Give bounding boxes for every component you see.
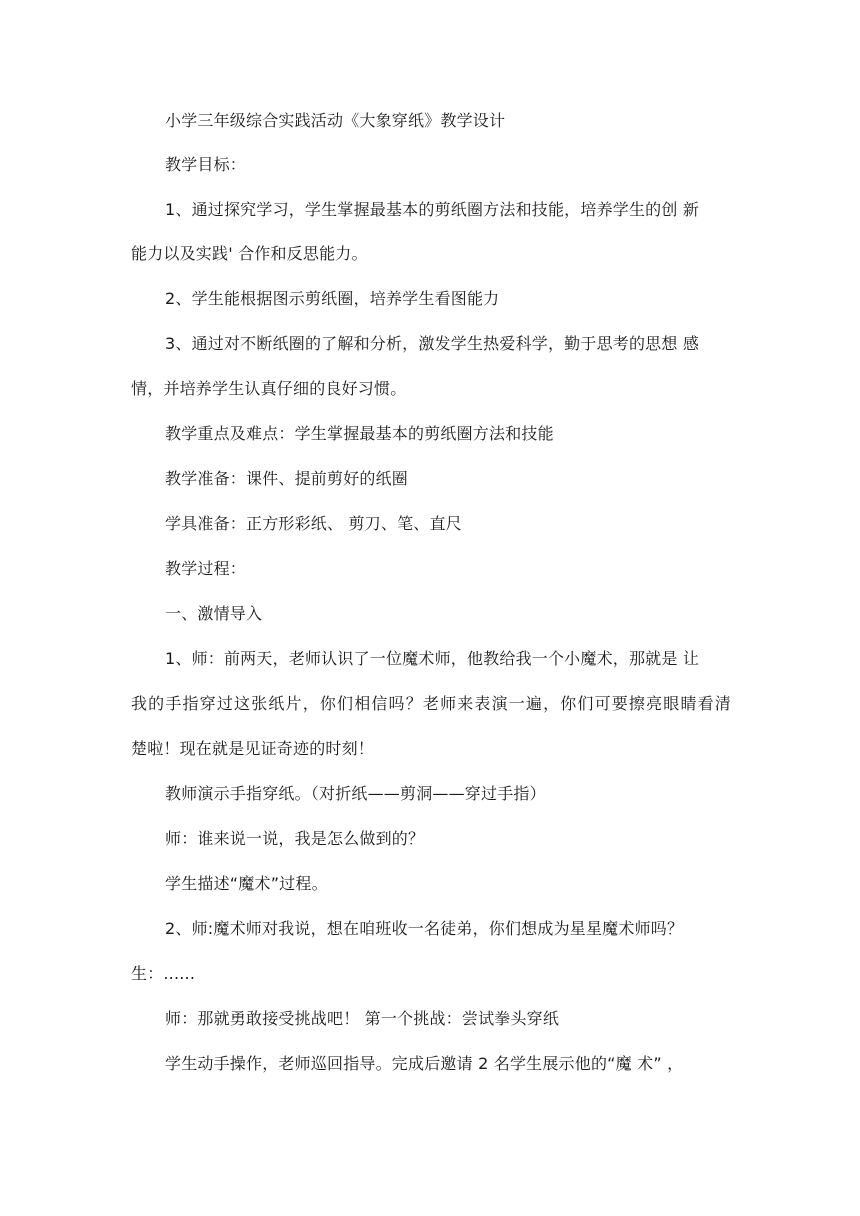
section-1-heading: 一、激情导入 xyxy=(165,604,263,623)
goal-1-line-2: 能力以及实践' 合作和反思能力。 xyxy=(131,244,368,263)
student-prep: 学具准备：正方形彩纸、 剪刀、笔、直尺 xyxy=(165,514,462,533)
paragraph-1-line-1: 1、师：前两天，老师认识了一位魔术师，他教给我一个小魔术，那就是 让 xyxy=(165,649,700,668)
demo-text: 教师演示手指穿纸。（对折纸——剪洞——穿过手指） xyxy=(165,784,546,803)
key-points: 教学重点及难点：学生掌握最基本的剪纸圈方法和技能 xyxy=(165,424,554,443)
goal-1-line-1: 1、通过探究学习，学生掌握最基本的剪纸圈方法和技能，培养学生的创 新 xyxy=(165,200,700,219)
challenge-text: 师：那就勇敢接受挑战吧！ 第一个挑战：尝试拳头穿纸 xyxy=(165,1009,560,1028)
paragraph-2-line-1: 2、师:魔术师对我说，想在咱班收一名徒弟，你们想成为星星魔术师吗？ xyxy=(165,919,684,938)
teacher-question: 师：谁来说一说，我是怎么做到的？ xyxy=(165,829,425,848)
paragraph-1-line-3: 楚啦！现在就是见证奇迹的时刻！ xyxy=(131,739,375,758)
goal-3-line-2: 情，并培养学生认真仔细的良好习惯。 xyxy=(131,379,407,398)
paragraph-1-line-2: 我的手指穿过这张纸片，你们相信吗？老师来表演一遍，你们可要擦亮眼睛看清 xyxy=(131,694,731,713)
practice-text: 学生动手操作，老师巡回指导。完成后邀请 2 名学生展示他的“魔 术” ， xyxy=(165,1054,684,1073)
goal-2: 2、学生能根据图示剪纸圈，培养学生看图能力 xyxy=(165,289,500,308)
student-describe: 学生描述“魔术”过程。 xyxy=(165,874,328,893)
paragraph-2-line-2: 生：...... xyxy=(131,964,196,983)
document-title: 小学三年级综合实践活动《大象穿纸》教学设计 xyxy=(165,111,506,130)
goal-3-line-1: 3、通过对不断纸圈的了解和分析，激发学生热爱科学，勤于思考的思想 感 xyxy=(165,334,700,353)
goals-heading: 教学目标： xyxy=(165,155,247,174)
teacher-prep: 教学准备：课件、提前剪好的纸圈 xyxy=(165,469,409,488)
process-heading: 教学过程： xyxy=(165,559,247,578)
